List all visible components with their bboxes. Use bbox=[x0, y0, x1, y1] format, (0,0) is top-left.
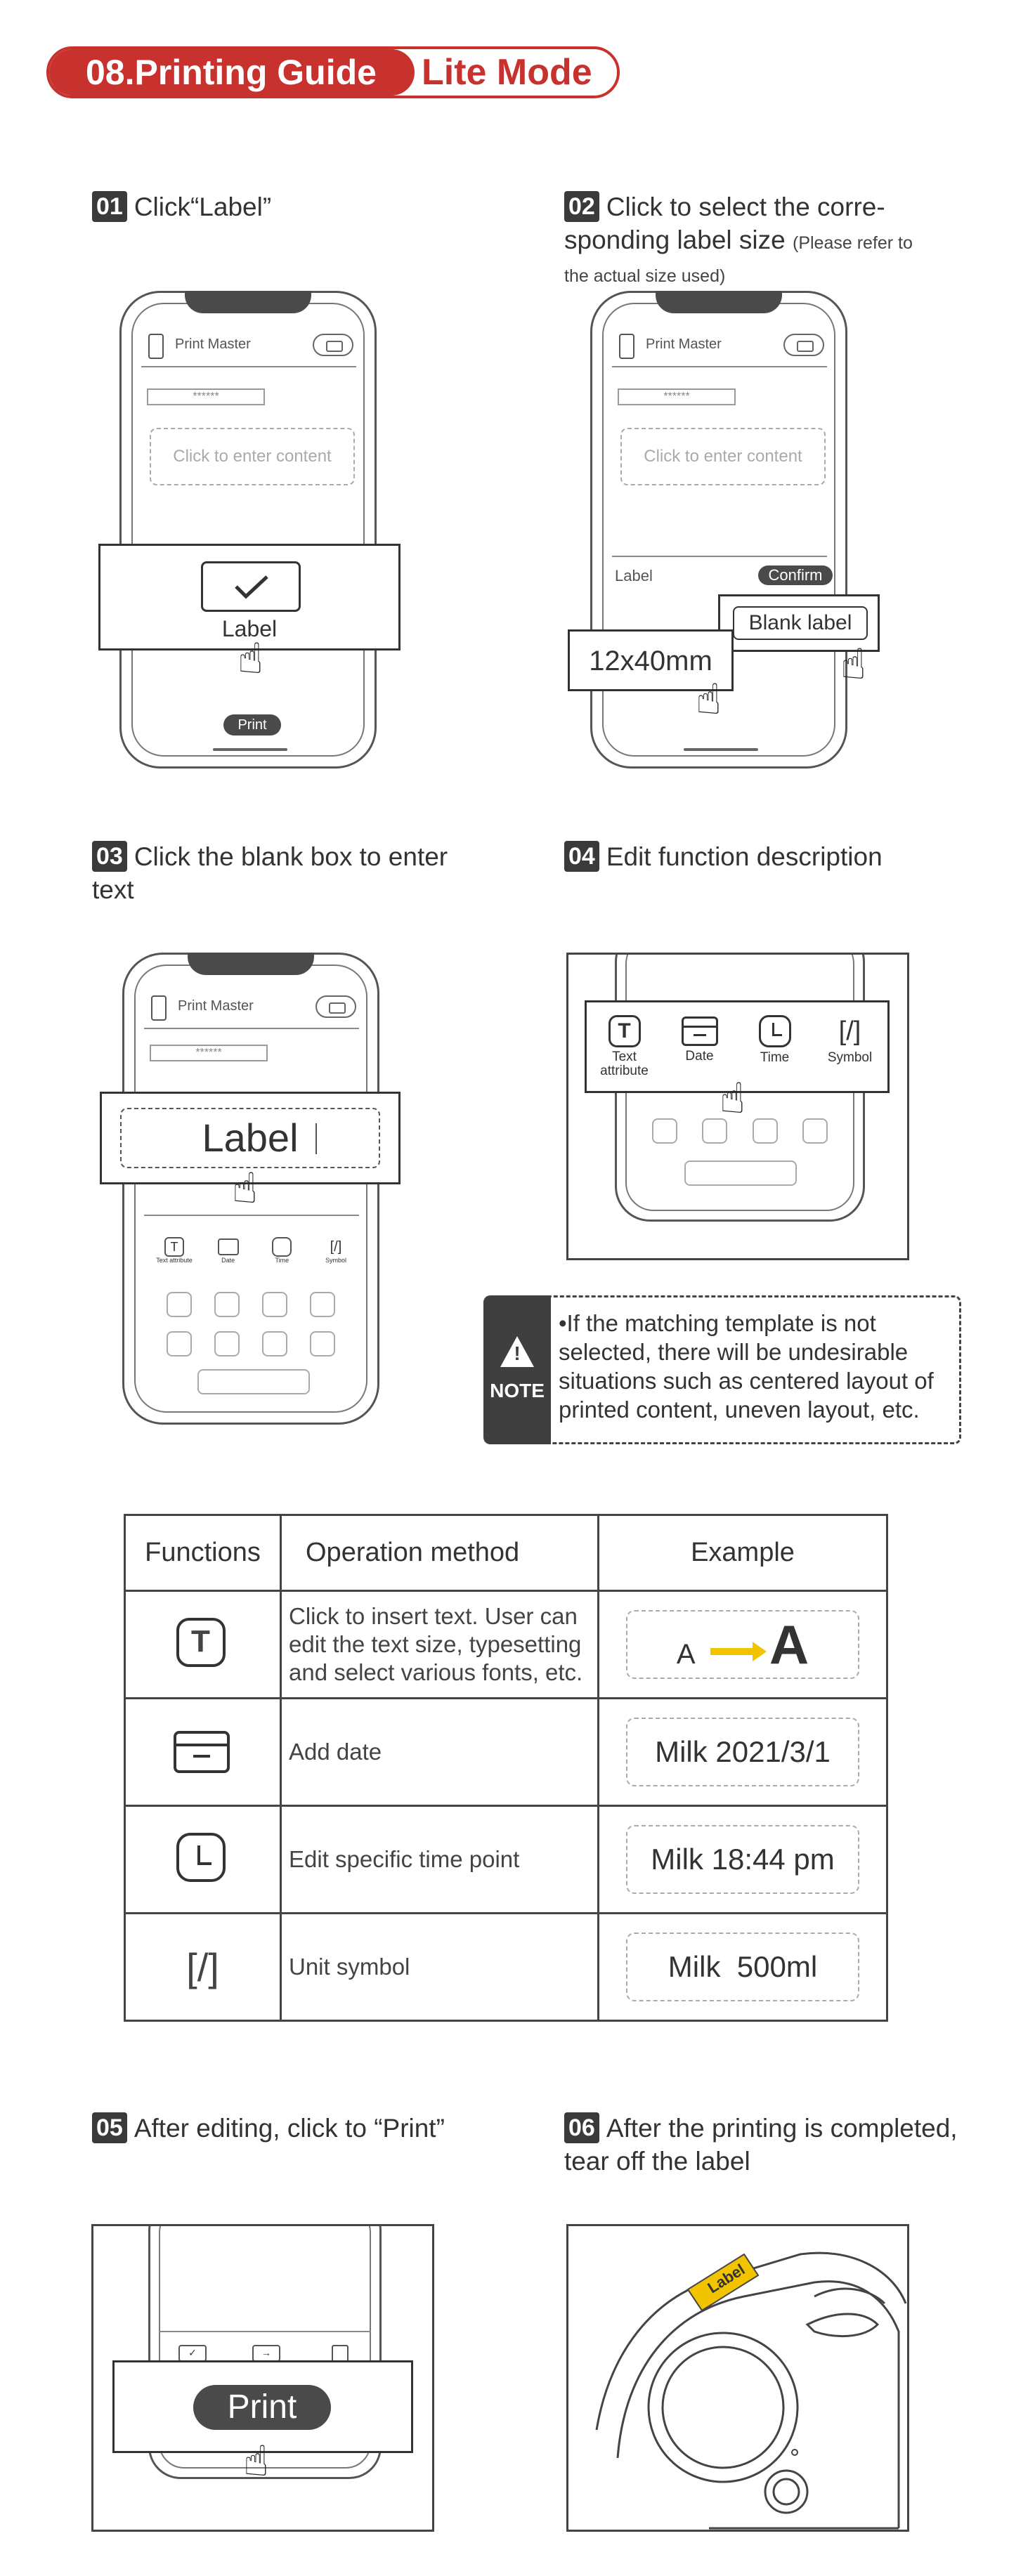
step-number: 03 bbox=[92, 841, 127, 872]
arrow-right-icon: → bbox=[252, 2345, 280, 2362]
calendar-icon bbox=[682, 1016, 718, 1046]
method-text: Edit specific time point bbox=[281, 1806, 599, 1914]
example-box: Milk 2021/3/1 bbox=[626, 1718, 859, 1786]
note-text: •If the matching template is not selected, there will be undesirable situations such as centered layout of printed content, uneven layout, etc. bbox=[559, 1310, 934, 1423]
example-box: Milk 500ml bbox=[626, 1933, 859, 2001]
step-03-title bbox=[92, 840, 457, 906]
text-attribute-icon: T bbox=[608, 1015, 641, 1047]
masked-field: ****** bbox=[147, 388, 265, 405]
step-06-title bbox=[564, 2112, 986, 2178]
header-operation: Operation method bbox=[281, 1515, 599, 1591]
blank-label-option[interactable]: Blank label bbox=[733, 606, 868, 640]
mini-print-button[interactable] bbox=[197, 1369, 310, 1394]
tap-hand-icon: ☝ bbox=[720, 1075, 746, 1122]
mini-tool-symbol[interactable]: [/] Symbol bbox=[325, 1239, 346, 1264]
step-01-title bbox=[92, 190, 271, 223]
table-row bbox=[125, 1699, 887, 1806]
step-text: After editing, click to “Print” bbox=[134, 2114, 445, 2143]
method-text: Add date bbox=[281, 1699, 599, 1806]
printer-icon bbox=[315, 995, 356, 1018]
step-text: Click the blank box to enter text bbox=[92, 842, 448, 904]
step-04-title bbox=[564, 840, 883, 873]
header-functions: Functions bbox=[125, 1515, 281, 1591]
tap-hand-icon: ☝ bbox=[696, 676, 722, 723]
print-button[interactable]: Print bbox=[223, 714, 281, 735]
tool-time[interactable]: Time bbox=[740, 1015, 810, 1078]
note-badge: ! NOTE bbox=[483, 1295, 551, 1444]
arrow-icon bbox=[710, 1648, 754, 1655]
masked-field: ****** bbox=[150, 1045, 268, 1061]
text-cursor bbox=[315, 1123, 317, 1154]
method-text: Unit symbol bbox=[281, 1914, 599, 2021]
app-logo-icon bbox=[151, 995, 167, 1021]
checkmark-icon bbox=[201, 561, 301, 612]
step-number: 05 bbox=[92, 2112, 127, 2143]
label-button[interactable] bbox=[201, 561, 301, 612]
sheet-label: Label bbox=[615, 567, 653, 584]
step-number: 02 bbox=[564, 191, 599, 222]
sticker-text: Label bbox=[704, 2260, 748, 2297]
example-box: A A bbox=[626, 1610, 859, 1679]
mini-grid bbox=[652, 1118, 828, 1144]
step-text: Click to select the corre-sponding label size bbox=[564, 192, 885, 254]
note-label: NOTE bbox=[490, 1380, 545, 1401]
table-row bbox=[125, 1914, 887, 2021]
confirm-button[interactable]: Confirm bbox=[758, 565, 833, 585]
header-example: Example bbox=[599, 1515, 887, 1591]
step-number: 06 bbox=[564, 2112, 599, 2143]
functions-table bbox=[124, 1514, 888, 2022]
table-row bbox=[125, 1806, 887, 1914]
tool-symbol[interactable]: [/] Symbol bbox=[815, 1015, 885, 1078]
step-text: Click“Label” bbox=[134, 192, 272, 221]
printer-icon bbox=[313, 334, 353, 356]
mini-tool-date[interactable]: Date bbox=[204, 1237, 253, 1264]
printer-icon bbox=[783, 334, 824, 356]
guide-header bbox=[46, 46, 620, 98]
tap-hand-icon: ☝ bbox=[237, 635, 263, 682]
method-text: Click to insert text. User can edit the text size, typesetting and select various fonts, etc. bbox=[281, 1591, 599, 1699]
tap-hand-icon: ☝ bbox=[840, 641, 866, 688]
app-name: Print Master bbox=[178, 998, 254, 1014]
step-number: 04 bbox=[564, 841, 599, 872]
example-box: Milk 18:44 pm bbox=[626, 1825, 859, 1894]
app-logo-icon bbox=[619, 334, 634, 359]
label-text-input[interactable]: Label bbox=[120, 1108, 380, 1168]
tool-text-attribute[interactable]: T Text attribute bbox=[590, 1015, 660, 1078]
mini-toolbar bbox=[150, 1237, 360, 1264]
mode-label: Lite Mode bbox=[422, 52, 592, 93]
clock-icon bbox=[176, 1833, 230, 1886]
step-note: (Please refer to the actual size used) bbox=[564, 233, 913, 286]
mini-tool-text[interactable]: T Text attribute bbox=[150, 1237, 199, 1264]
app-logo-icon bbox=[148, 334, 164, 359]
clock-icon bbox=[759, 1015, 791, 1047]
step-06-frame bbox=[566, 2224, 909, 2532]
app-name: Print Master bbox=[175, 336, 251, 352]
step-number: 01 bbox=[92, 191, 127, 222]
content-input[interactable]: Click to enter content bbox=[150, 428, 355, 485]
calendar-icon bbox=[176, 1725, 230, 1779]
print-button[interactable]: Print bbox=[193, 2385, 331, 2430]
tap-hand-icon: ☝ bbox=[232, 1165, 258, 1212]
tap-hand-icon: ☝ bbox=[243, 2438, 269, 2485]
mini-tool-time[interactable]: Time bbox=[257, 1237, 306, 1264]
masked-field: ****** bbox=[618, 388, 736, 405]
tool-date[interactable]: Date bbox=[665, 1015, 735, 1078]
symbol-icon: [/] bbox=[125, 1914, 281, 2021]
size-option[interactable]: 12x40mm bbox=[568, 629, 734, 691]
step-text: Edit function description bbox=[606, 842, 883, 871]
mini-grid bbox=[167, 1292, 335, 1356]
content-input[interactable]: Click to enter content bbox=[620, 428, 826, 485]
step-05-title bbox=[92, 2112, 445, 2145]
text-attribute-icon: T bbox=[176, 1618, 230, 1671]
label-text: Label bbox=[221, 616, 278, 641]
checkmark-icon: ✓ bbox=[178, 2345, 207, 2362]
symbol-icon: [/] bbox=[838, 1016, 861, 1046]
note-box bbox=[483, 1295, 961, 1444]
step-text: After the printing is completed, tear off the label bbox=[564, 2114, 958, 2176]
step-02-title bbox=[564, 190, 930, 289]
table-row bbox=[125, 1591, 887, 1699]
guide-title: 08.Printing Guide bbox=[49, 49, 415, 96]
app-name: Print Master bbox=[646, 336, 722, 352]
phone-step-01 bbox=[119, 291, 377, 769]
